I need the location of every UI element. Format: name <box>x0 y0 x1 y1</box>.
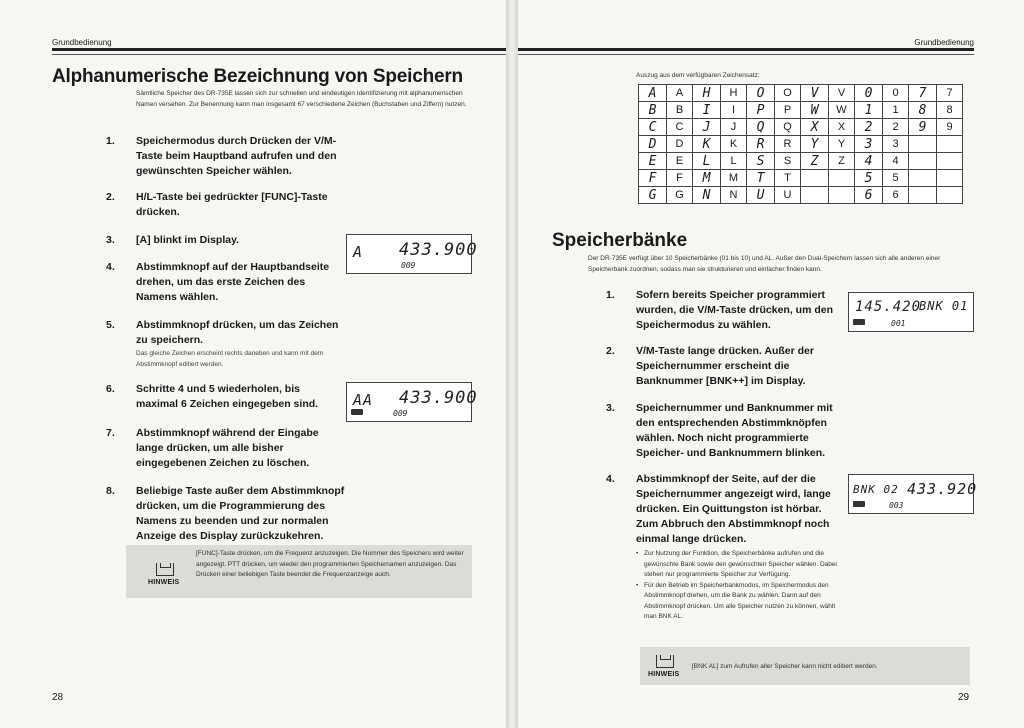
charset-lcd-glyph: K <box>693 136 721 153</box>
charset-character: 7 <box>937 85 963 102</box>
charset-character <box>937 153 963 170</box>
step-number: 2. <box>606 345 615 357</box>
lcd-name-char: A <box>353 243 364 261</box>
charset-character: A <box>667 85 693 102</box>
charset-lcd-glyph: P <box>747 102 775 119</box>
lcd-channel: 001 <box>891 319 906 328</box>
charset-lcd-glyph: U <box>747 187 775 204</box>
charset-row <box>639 119 963 136</box>
note-text: [FUNC]-Taste drücken, um die Frequenz anzuzeigen. Die Nummer des Speichers wird weiter angezeigt. PTT drücken, um wieder den programmierten Speichernamen anzuzeigen. Das Drücken einer beliebigen Taste beendet die Frequenzanzeige auch. <box>196 550 464 578</box>
step-4 <box>106 260 346 308</box>
lcd-bank: BNK 02 <box>853 483 899 496</box>
charset-lcd-glyph: E <box>639 153 667 170</box>
step-text: Abstimmknopf während der Eingabe lange drücken, um alle bisher eingegebenen Zeichen zu löschen. <box>136 427 319 469</box>
charset-character <box>937 136 963 153</box>
charset-caption: Auszug aus dem verfügbaren Zeichensatz: <box>636 72 760 79</box>
header-rule-thin <box>52 54 506 55</box>
step-text: Speichermodus durch Drücken der V/M-Taste beim Hauptband aufrufen und den gewünschten Speicher wählen. <box>136 135 337 177</box>
charset-lcd-glyph <box>909 187 937 204</box>
step-number: 3. <box>106 234 115 246</box>
charset-character: X <box>829 119 855 136</box>
charset-lcd-glyph: C <box>639 119 667 136</box>
step-5 <box>106 318 346 374</box>
page-title: Alphanumerische Bezeichnung von Speichern <box>52 66 463 87</box>
charset-lcd-glyph: 4 <box>855 153 883 170</box>
charset-row <box>639 85 963 102</box>
lcd-channel: 009 <box>393 409 408 418</box>
charset-lcd-glyph: F <box>639 170 667 187</box>
charset-row <box>639 187 963 204</box>
lcd-mem-indicator <box>853 319 865 325</box>
step-number: 5. <box>106 319 115 331</box>
charset-character: 3 <box>883 136 909 153</box>
charset-row <box>639 153 963 170</box>
charset-lcd-glyph: 5 <box>855 170 883 187</box>
charset-lcd-glyph: 2 <box>855 119 883 136</box>
charset-character: G <box>667 187 693 204</box>
charset-character: I <box>721 102 747 119</box>
charset-lcd-glyph <box>801 187 829 204</box>
charset-lcd-glyph: Z <box>801 153 829 170</box>
running-header: Grundbedienung <box>52 38 112 47</box>
lcd-display-name-entry-2 <box>346 382 478 422</box>
book-icon <box>156 563 174 576</box>
charset-character: B <box>667 102 693 119</box>
step-3 <box>106 233 346 249</box>
charset-character: 9 <box>937 119 963 136</box>
lcd-mem-indicator <box>853 501 865 507</box>
charset-character: Y <box>829 136 855 153</box>
step-number: 8. <box>106 485 115 497</box>
charset-lcd-glyph: J <box>693 119 721 136</box>
step-text: V/M-Taste lange drücken. Außer der Speichernummer erscheint die Banknummer [BNK++] im Display. <box>636 345 814 387</box>
bank-step-1 <box>606 288 836 336</box>
charset-row <box>639 136 963 153</box>
charset-character: 4 <box>883 153 909 170</box>
charset-character: 2 <box>883 119 909 136</box>
step-text: Abstimmknopf der Seite, auf der die Speichernummer angezeigt wird, lange drücken. Ein Quittungston ist hörbar. Zum Abbruch den Abstimmknopf noch einmal lange drücken. <box>636 473 831 545</box>
page-number: 29 <box>958 692 970 703</box>
charset-lcd-glyph: W <box>801 102 829 119</box>
charset-lcd-glyph: B <box>639 102 667 119</box>
charset-character <box>937 170 963 187</box>
charset-lcd-glyph <box>909 136 937 153</box>
charset-lcd-glyph: O <box>747 85 775 102</box>
charset-lcd-glyph <box>909 170 937 187</box>
step-text: Abstimmknopf drücken, um das Zeichen zu speichern. <box>136 319 339 346</box>
charset-lcd-glyph: H <box>693 85 721 102</box>
charset-lcd-glyph: G <box>639 187 667 204</box>
charset-lcd-glyph <box>801 170 829 187</box>
section-intro: Der DR-735E verfügt über 10 Speicherbänke (01 bis 10) und AL. Außer den Dual-Speichern lassen sich alle anderen einer Speicherbank zuordnen, sodass man sie strukturieren und einfacher finden kann. <box>588 255 941 273</box>
charset-lcd-glyph: 0 <box>855 85 883 102</box>
charset-character: P <box>775 102 801 119</box>
lcd-display-name-entry <box>346 234 478 274</box>
charset-character: T <box>775 170 801 187</box>
step-6 <box>106 382 346 416</box>
charset-lcd-glyph: 6 <box>855 187 883 204</box>
charset-character: 6 <box>883 187 909 204</box>
bank-step-3 <box>606 401 836 463</box>
charset-character: 0 <box>883 85 909 102</box>
charset-lcd-glyph: M <box>693 170 721 187</box>
note-box <box>640 647 970 685</box>
note-label: HINWEIS <box>648 671 680 678</box>
charset-character: K <box>721 136 747 153</box>
charset-character: M <box>721 170 747 187</box>
charset-lcd-glyph: R <box>747 136 775 153</box>
step-2 <box>106 190 346 222</box>
charset-row <box>639 170 963 187</box>
lcd-frequency: 145.420 <box>855 299 922 315</box>
charset-character: 1 <box>883 102 909 119</box>
bullet-item: • Für den Betrieb im Speicherbankmodus, im Speichermodus den Abstimmknopf drehen, um die Bank zu wählen. Dann auf den Abstimmknopf drücken. Um alle Speicher nutzen zu können, wählt man BNK AL. <box>636 581 846 623</box>
charset-lcd-glyph: N <box>693 187 721 204</box>
lcd-frequency: 433.900 <box>399 388 478 408</box>
charset-character <box>937 187 963 204</box>
charset-character: V <box>829 85 855 102</box>
left-page <box>0 0 506 728</box>
charset-character: E <box>667 153 693 170</box>
charset-lcd-glyph: V <box>801 85 829 102</box>
charset-lcd-glyph: 7 <box>909 85 937 102</box>
charset-lcd-glyph: A <box>639 85 667 102</box>
charset-character: S <box>775 153 801 170</box>
book-spine <box>506 0 518 728</box>
charset-character: R <box>775 136 801 153</box>
step-number: 2. <box>106 191 115 203</box>
charset-character: L <box>721 153 747 170</box>
step-number: 6. <box>106 383 115 395</box>
charset-lcd-glyph: T <box>747 170 775 187</box>
step-number: 4. <box>106 261 115 273</box>
charset-character: U <box>775 187 801 204</box>
bank-step-2 <box>606 344 836 392</box>
charset-character: H <box>721 85 747 102</box>
charset-lcd-glyph: Q <box>747 119 775 136</box>
charset-lcd-glyph <box>909 153 937 170</box>
charset-character <box>829 170 855 187</box>
lcd-channel: 003 <box>889 501 904 510</box>
note-text: [BNK AL] zum Aufrufen aller Speicher kann nicht editiert werden. <box>692 663 878 670</box>
right-page <box>518 0 1024 728</box>
step-number: 3. <box>606 402 615 414</box>
charset-character: J <box>721 119 747 136</box>
charset-character: C <box>667 119 693 136</box>
step-1 <box>106 134 346 184</box>
charset-character: D <box>667 136 693 153</box>
bullet-item: • Zur Nutzung der Funktion, die Speicherbänke aufrufen und die gewünschte Bank sowie den gewünschten Speicher wählen. Dabei stehen nur programmierte Speicher zur Verfügung. <box>636 549 846 581</box>
step-text: Abstimmknopf auf der Hauptbandseite drehen, um das erste Zeichen des Namens wählen. <box>136 261 330 303</box>
page-number: 28 <box>52 692 64 703</box>
lcd-mem-indicator <box>351 409 363 415</box>
section-title: Speicherbänke <box>552 230 688 251</box>
step-text: Beliebige Taste außer dem Abstimmknopf drücken, um die Programmierung des Namens zu beenden und zur normalen Anzeige des Display zurückzukehren. <box>136 485 345 542</box>
step-subtext: Das gleiche Zeichen erscheint rechts daneben und kann mit dem Abstimmknopf editiert werden. <box>136 350 324 368</box>
step-text: [A] blinkt im Display. <box>136 234 240 246</box>
charset-character: 5 <box>883 170 909 187</box>
charset-lcd-glyph: 1 <box>855 102 883 119</box>
step-text: Schritte 4 und 5 wiederholen, bis maximal 6 Zeichen eingegeben sind. <box>136 383 319 410</box>
bullet-list <box>636 549 846 623</box>
step-text: Sofern bereits Speicher programmiert wurden, die V/M-Taste drücken, um den Speichermodus zu wählen. <box>636 289 834 331</box>
charset-lcd-glyph: D <box>639 136 667 153</box>
charset-lcd-glyph: X <box>801 119 829 136</box>
lcd-channel: 009 <box>401 261 416 270</box>
charset-character: O <box>775 85 801 102</box>
book-icon <box>656 655 674 668</box>
charset-lcd-glyph: L <box>693 153 721 170</box>
charset-lcd-glyph: I <box>693 102 721 119</box>
charset-table <box>638 84 963 204</box>
charset-character: Q <box>775 119 801 136</box>
charset-row <box>639 102 963 119</box>
step-number: 1. <box>106 135 115 147</box>
charset-character: N <box>721 187 747 204</box>
charset-character: 8 <box>937 102 963 119</box>
step-7 <box>106 426 346 474</box>
step-number: 1. <box>606 289 615 301</box>
step-text: H/L-Taste bei gedrückter [FUNC]-Taste drücken. <box>136 191 328 218</box>
running-header: Grundbedienung <box>914 38 974 47</box>
lcd-frequency: 433.900 <box>399 240 478 260</box>
lcd-frequency: 433.920 <box>907 480 978 498</box>
note-label: HINWEIS <box>148 579 180 586</box>
step-number: 7. <box>106 427 115 439</box>
charset-lcd-glyph: Y <box>801 136 829 153</box>
lcd-name-chars: AA <box>353 391 374 409</box>
charset-character <box>829 187 855 204</box>
charset-character: F <box>667 170 693 187</box>
step-text: Speichernummer und Banknummer mit den entsprechenden Abstimmknöpfen wählen. Noch nicht programmierte Speicher- und Banknummern blinken. <box>636 402 833 459</box>
charset-character: Z <box>829 153 855 170</box>
charset-lcd-glyph: S <box>747 153 775 170</box>
intro-text: Sämtliche Speicher des DR-735E lassen sich zur schnellen und eindeutigen Identifizierung mit alphanumerischen Namen versehen. Zur Benennung kann man insgesamt 67 verschiedene Zeichen (Buchstaben und Ziffern) nutzen. <box>136 90 467 108</box>
lcd-display-bank-2 <box>848 474 978 514</box>
charset-lcd-glyph: 3 <box>855 136 883 153</box>
charset-lcd-glyph: 9 <box>909 119 937 136</box>
charset-lcd-glyph: 8 <box>909 102 937 119</box>
note-box <box>126 545 472 598</box>
bank-step-4 <box>606 472 836 548</box>
header-rule <box>518 48 974 51</box>
step-number: 4. <box>606 473 615 485</box>
lcd-bank: BNK 01 <box>919 299 969 313</box>
header-rule <box>52 48 506 51</box>
lcd-display-bank <box>848 292 974 332</box>
charset-character: W <box>829 102 855 119</box>
step-8 <box>106 484 356 548</box>
header-rule-thin <box>518 54 974 55</box>
